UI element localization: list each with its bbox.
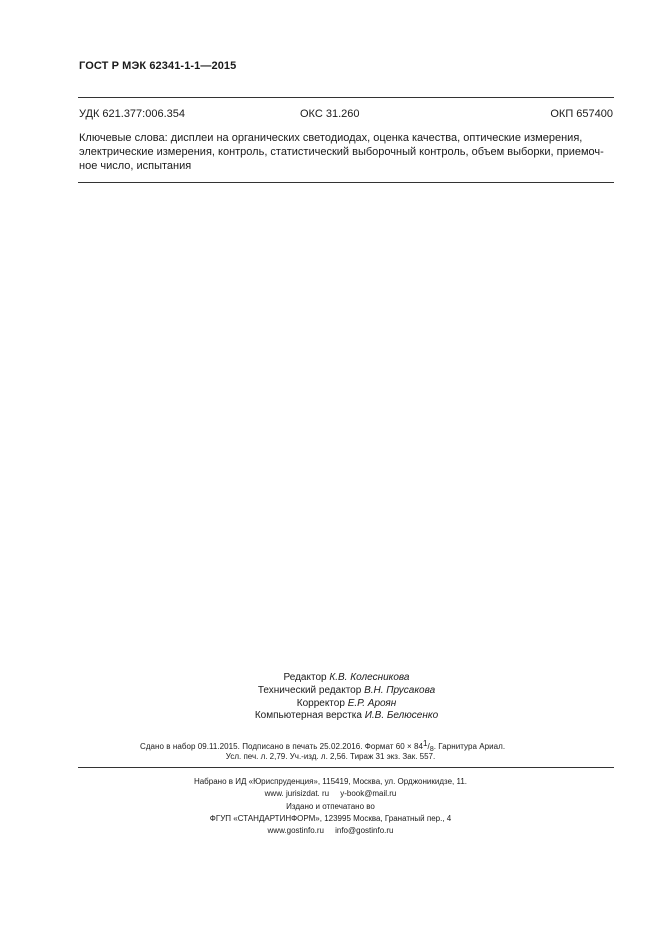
publication-info-line-1 [140, 739, 505, 753]
editorial-credits [0, 672, 661, 723]
printer-line-2: www. jurisizdat. ru y-book@mail.ru [264, 789, 397, 799]
credit-editor-name: К.В. Колесникова [329, 672, 410, 683]
top-divider [78, 97, 614, 98]
credit-editor [32, 672, 661, 685]
credit-tech-editor [32, 685, 661, 698]
format-fraction-numerator: 1 [423, 739, 428, 748]
keywords-paragraph [79, 131, 619, 173]
publication-typeface: . Гарнитура Ариал. [433, 742, 506, 751]
credit-layout [32, 710, 661, 723]
printer-line-1: Набрано в ИД «Юриспруденция», 115419, Москва, ул. Орджоникидзе, 11. [193, 777, 468, 786]
keywords-line-1: Ключевые слова: дисплеи на органических светодиодах, оценка качества, оптические измерения, [79, 132, 583, 144]
keywords-line-2: электрические измерения, контроль, статистический выборочный контроль, объем выборки, приемоч- [79, 146, 604, 158]
credit-tech-editor-role: Технический редактор [257, 684, 365, 696]
publication-dates: Сдано в набор 09.11.2015. Подписано в печать 25.02.2016. Формат 60 × 84 [140, 742, 424, 751]
udk-code: УДК 621.377:006.354 [79, 108, 185, 120]
printer-imprint [0, 776, 661, 837]
publication-info-line-2: Усл. печ. л. 2,79. Уч.-изд. л. 2,56. Тираж 31 экз. Зак. 557. [225, 752, 436, 761]
credit-corrector-name: Е.Р. Ароян [347, 697, 397, 709]
printer-line-4: ФГУП «СТАНДАРТИНФОРМ», 123995 Москва, Гранатный пер., 4 [209, 813, 452, 823]
credit-layout-name: И.В. Белюсенко [364, 710, 439, 722]
classification-codes [79, 108, 613, 122]
printer-line-3: Издано и отпечатано во [286, 801, 375, 811]
printer-line-5: www.gostinfo.ru info@gostinfo.ru [267, 826, 394, 836]
okp-code: ОКП 657400 [550, 108, 613, 120]
credit-layout-role: Компьютерная верстка [254, 710, 365, 722]
format-fraction-denominator: 8 [429, 746, 434, 753]
oks-code: ОКС 31.260 [300, 108, 360, 120]
keywords-divider [78, 182, 614, 183]
credit-editor-role: Редактор [283, 672, 330, 683]
standard-id: ГОСТ Р МЭК 62341-1-1—2015 [79, 60, 237, 72]
credit-corrector-role: Корректор [296, 697, 348, 709]
credit-corrector [32, 698, 661, 711]
imprint-divider [78, 767, 614, 768]
format-fraction-slash: / [427, 742, 430, 751]
keywords-line-3: ное число, испытания [79, 160, 192, 172]
credit-tech-editor-name: В.Н. Прусакова [364, 684, 436, 696]
